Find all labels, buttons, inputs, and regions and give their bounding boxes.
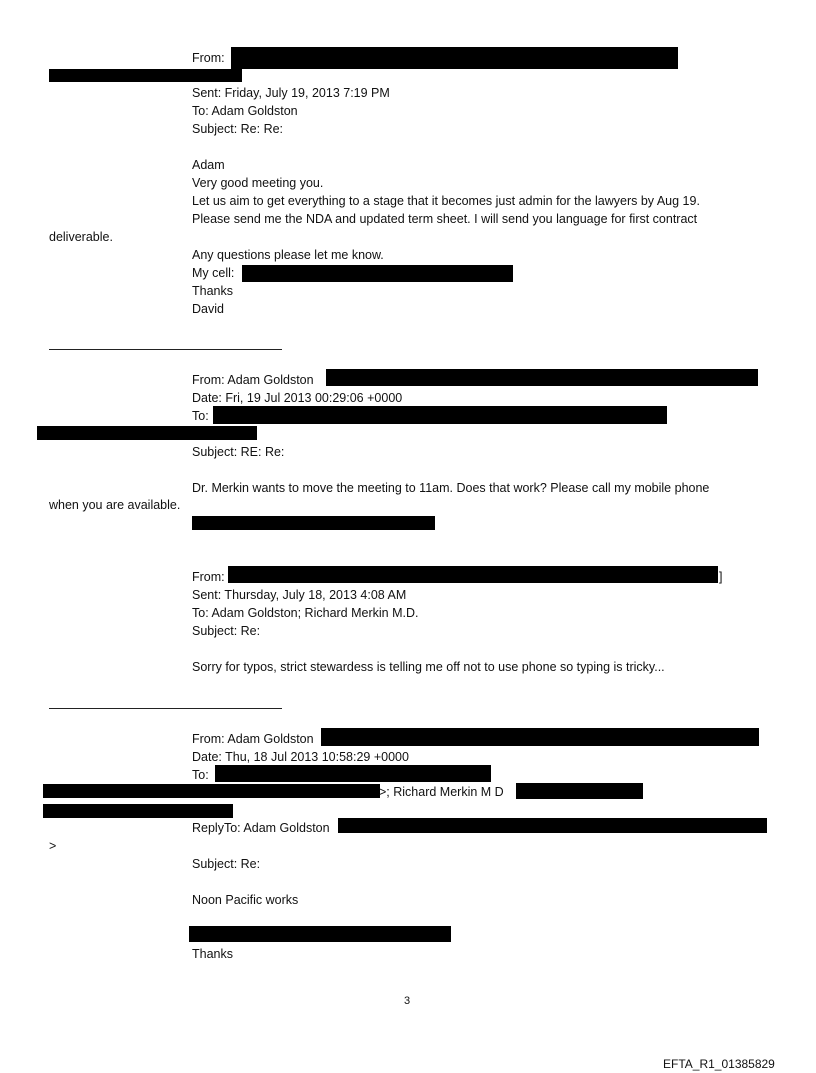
email3-from: From:	[192, 570, 225, 584]
bates-number: EFTA_R1_01385829	[663, 1057, 775, 1071]
email1-body-line: Please send me the NDA and updated term sheet. I will send you language for first contract	[192, 212, 698, 226]
email1-body-line: Very good meeting you.	[192, 176, 324, 190]
email3-body: Sorry for typos, strict stewardess is telling me off not to use phone so typing is tricky...	[192, 660, 665, 674]
separator-line	[49, 349, 282, 350]
redaction-bar	[192, 516, 435, 530]
email2-subject: Subject: RE: Re:	[192, 445, 285, 459]
email4-body: Noon Pacific works	[192, 893, 299, 907]
redaction-bar	[326, 369, 758, 386]
redaction-bar	[43, 804, 233, 818]
email1-body-line: My cell:	[192, 266, 235, 280]
email3-bracket: ]	[719, 570, 723, 584]
email1-to: To: Adam Goldston	[192, 104, 298, 118]
email4-cc-fragment: >; Richard Merkin M D	[379, 785, 504, 799]
email2-body-line: when you are available.	[49, 498, 181, 512]
email1-body-line: Thanks	[192, 284, 233, 298]
email1-sent: Sent: Friday, July 19, 2013 7:19 PM	[192, 86, 390, 100]
email2-body-line: Dr. Merkin wants to move the meeting to 11am. Does that work? Please call my mobile phone	[192, 481, 710, 495]
email1-body-line: Any questions please let me know.	[192, 248, 384, 262]
email4-gt: >	[49, 839, 57, 853]
redaction-bar	[189, 926, 451, 942]
email2-from: From: Adam Goldston	[192, 373, 314, 387]
email3-sent: Sent: Thursday, July 18, 2013 4:08 AM	[192, 588, 407, 602]
email4-to: To:	[192, 768, 209, 782]
redaction-bar	[338, 818, 767, 833]
email2-date: Date: Fri, 19 Jul 2013 00:29:06 +0000	[192, 391, 403, 405]
email4-from: From: Adam Goldston	[192, 732, 314, 746]
separator-line	[49, 708, 282, 709]
email2-to: To:	[192, 409, 209, 423]
email1-body-line: Let us aim to get everything to a stage that it becomes just admin for the lawyers by Aug 19.	[192, 194, 700, 208]
email4-thanks: Thanks	[192, 947, 233, 961]
email1-from-label: From:	[192, 51, 225, 65]
redaction-bar	[516, 783, 643, 799]
redaction-bar	[213, 406, 667, 424]
email4-date: Date: Thu, 18 Jul 2013 10:58:29 +0000	[192, 750, 409, 764]
email4-replyto: ReplyTo: Adam Goldston	[192, 821, 330, 835]
redaction-bar	[242, 265, 513, 282]
email3-subject: Subject: Re:	[192, 624, 261, 638]
redaction-bar	[49, 69, 242, 82]
redaction-bar	[321, 728, 759, 746]
redaction-bar	[231, 47, 678, 69]
email1-signature: David	[192, 302, 224, 316]
redaction-bar	[215, 765, 491, 782]
email1-body-line: deliverable.	[49, 230, 113, 244]
page-number: 3	[404, 995, 411, 1007]
email1-body-line: Adam	[192, 158, 225, 172]
email1-subject: Subject: Re: Re:	[192, 122, 284, 136]
redaction-bar	[37, 426, 257, 440]
email3-to: To: Adam Goldston; Richard Merkin M.D.	[192, 606, 419, 620]
redaction-bar	[43, 784, 380, 798]
email4-subject: Subject: Re:	[192, 857, 261, 871]
redaction-bar	[228, 566, 718, 583]
